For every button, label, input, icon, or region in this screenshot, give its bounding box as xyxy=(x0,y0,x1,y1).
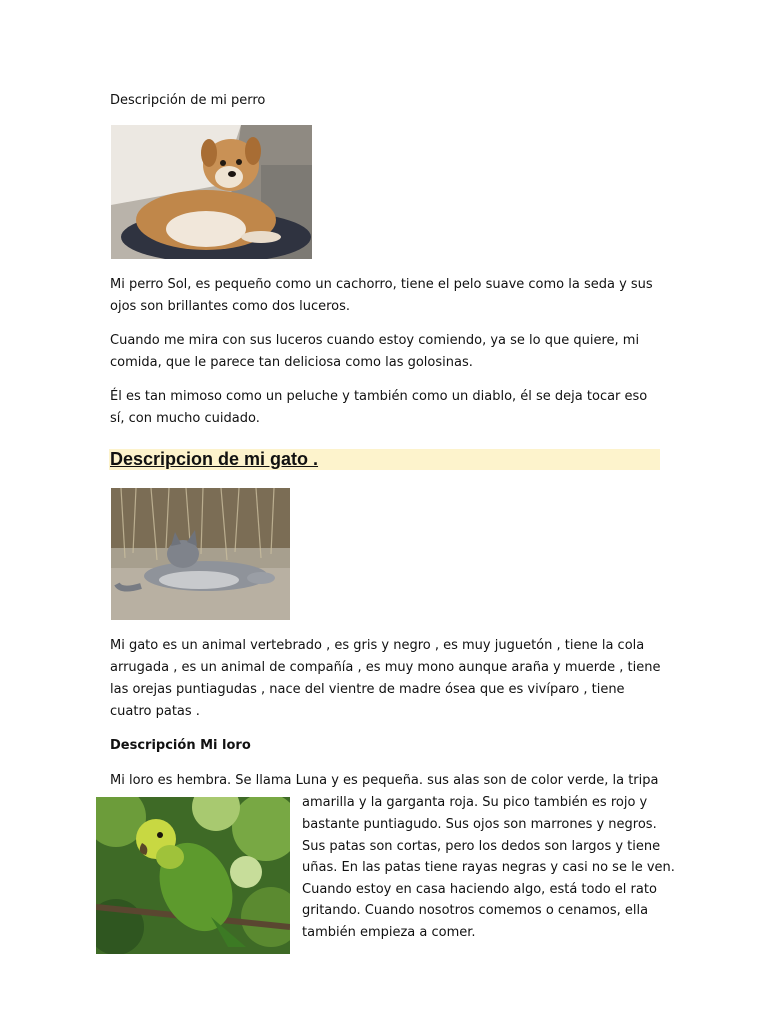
cat-paragraph: Mi gato es un animal vertebrado , es gris y negro , es muy juguetón , tiene la cola arrugada , es un animal de compañía , es muy mono aunque araña y muerde , tiene las orejas puntiagudas , nace del vientre de madre ósea que es vivíparo , tiene cuatro patas . xyxy=(110,638,661,719)
dog-section-title: Descripción de mi perro xyxy=(110,93,266,108)
parrot-section-title: Descripción Mi loro xyxy=(110,738,251,753)
parrot-first-line: Mi loro es hembra. Se llama Luna y es pequeña. sus alas son de color verde, la tripa xyxy=(110,773,659,788)
dog-photo xyxy=(111,125,312,259)
parrot-line-6: gritando. Cuando nosotros comemos o cenamos, ella xyxy=(302,903,649,918)
parrot-photo xyxy=(96,797,290,954)
cat-section-title-bar xyxy=(109,449,660,470)
cat-section-title: Descripcion de mi gato . xyxy=(110,449,319,469)
dog-paragraph-2: Cuando me mira con sus luceros cuando estoy comiendo, ya se lo que quiere, mi comida, que le parece tan deliciosa como las golosinas. xyxy=(110,333,640,370)
dog-paragraph-1: Mi perro Sol, es pequeño como un cachorro, tiene el pelo suave como la seda y sus ojos son brillantes como dos luceros. xyxy=(110,277,653,314)
parrot-line-2: bastante puntiagudo. Sus ojos son marrones y negros. xyxy=(302,817,657,832)
cat-photo xyxy=(111,488,290,620)
dog-paragraph-3: Él es tan mimoso como un peluche y también como un diablo, él se deja tocar eso sí, con mucho cuidado. xyxy=(110,389,648,426)
parrot-line-1: amarilla y la garganta roja. Su pico también es rojo y xyxy=(302,795,648,810)
parrot-line-3: Sus patas son cortas, pero los dedos son largos y tiene xyxy=(302,839,661,854)
parrot-line-7: también empieza a comer. xyxy=(302,925,476,940)
parrot-line-4: uñas. En las patas tiene rayas negras y casi no se le ven. xyxy=(302,860,675,875)
parrot-line-5: Cuando estoy en casa haciendo algo, está todo el rato xyxy=(302,882,657,897)
